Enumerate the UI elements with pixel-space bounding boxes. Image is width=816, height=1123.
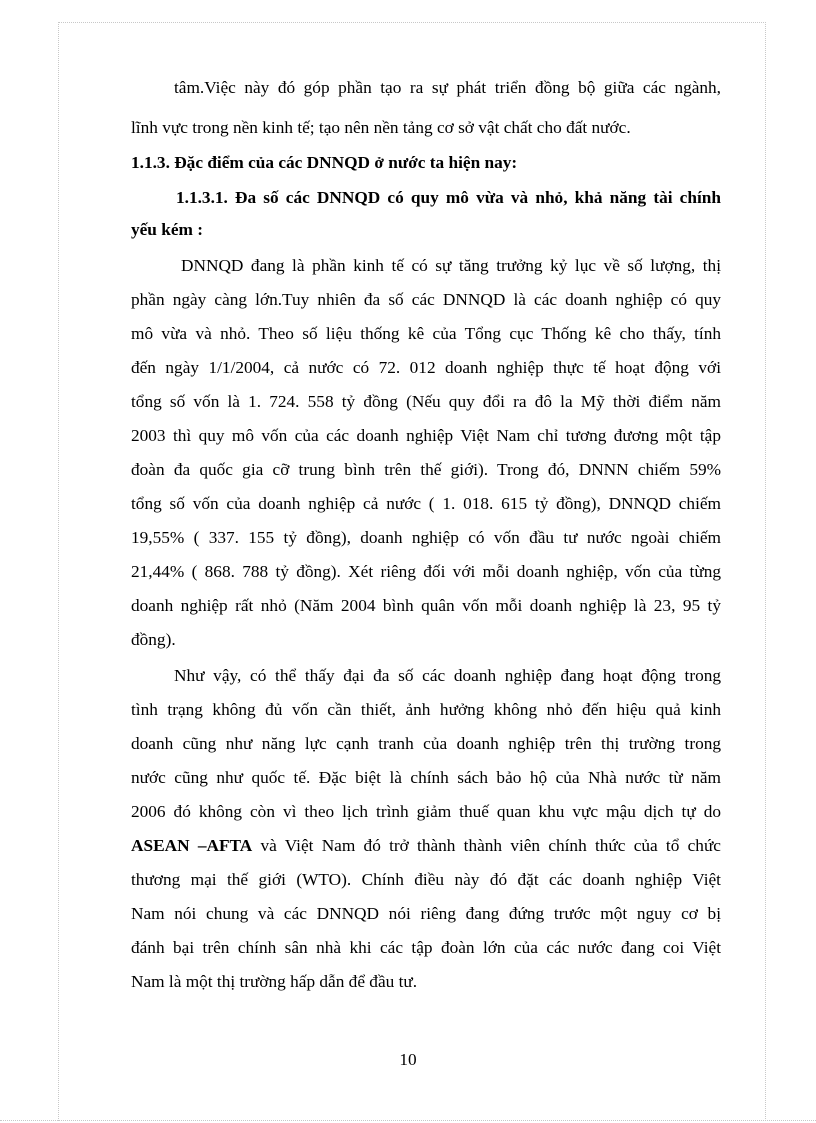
paragraph-2-line: Như vậy, có thể thấy đại đa số các doanh nghiệp đang hoạt động trong [174, 666, 721, 685]
paragraph-1-line: phần ngày càng lớn.Tuy nhiên đa số các DNNQD là các doanh nghiệp có quy [131, 290, 721, 309]
section-heading-1-1-3: 1.1.3. Đặc điểm của các DNNQD ở nước ta hiện nay: [131, 153, 518, 172]
paragraph-2-line: tình trạng không đủ vốn cần thiết, ảnh hưởng không nhỏ đến hiệu quả kinh [131, 700, 721, 719]
paragraph-1-line: doanh nghiệp rất nhỏ (Năm 2004 bình quân vốn mỗi doanh nghiệp là 23, 95 tỷ [131, 596, 721, 615]
paragraph-1-line: 19,55% ( 337. 155 tỷ đồng), doanh nghiệp có vốn đầu tư nước ngoài chiếm [131, 528, 721, 547]
paragraph-2-line: Nam nói chung và các DNNQD nói riêng đang đứng trước một nguy cơ bị [131, 904, 721, 923]
paragraph-1-line: đến ngày 1/1/2004, cả nước có 72. 012 doanh nghiệp thực tế hoạt động với [131, 358, 721, 377]
paragraph-2-line: đánh bại trên chính sân nhà khi các tập đoàn lớn của các nước đang coi Việt [131, 938, 721, 957]
page-number: 10 [399, 1050, 417, 1069]
paragraph-2-asean-line [131, 836, 721, 856]
paragraph-1-line: 2003 thì quy mô vốn của các doanh nghiệp Việt Nam chỉ tương đương một tập [131, 426, 721, 445]
subsection-heading-1-1-3-1-line-2: yếu kém : [131, 220, 203, 239]
intro-line-1: tâm.Việc này đó góp phần tạo ra sự phát triển đồng bộ giữa các ngành, [174, 78, 721, 97]
intro-line-2: lĩnh vực trong nền kinh tế; tạo nên nền tảng cơ sở vật chất cho đất nước. [131, 118, 631, 137]
paragraph-2-line: doanh cũng như năng lực cạnh tranh của doanh nghiệp trên thị trường trong [131, 734, 721, 753]
paragraph-1-line: mô vừa và nhỏ. Theo số liệu thống kê của Tổng cục Thống kê cho thấy, tính [131, 324, 721, 343]
paragraph-2-line: 2006 đó không còn vì theo lịch trình giảm thuế quan khu vực mậu dịch tự do [131, 802, 721, 821]
asean-afta-term: ASEAN –AFTA [131, 836, 253, 855]
page-bottom-rule [0, 1120, 816, 1121]
paragraph-1-line: tổng số vốn của doanh nghiệp cả nước ( 1. 018. 615 tỷ đồng), DNNQD chiếm [131, 494, 721, 513]
paragraph-1-line: tổng số vốn là 1. 724. 558 tỷ đồng (Nếu quy đổi ra đô la Mỹ thời điểm năm [131, 392, 721, 411]
paragraph-2-line: thương mại thế giới (WTO). Chính điều này đó đặt các doanh nghiệp Việt [131, 870, 721, 889]
paragraph-2-line: Nam là một thị trường hấp dẫn để đầu tư. [131, 972, 418, 991]
paragraph-1-line: DNNQD đang là phần kinh tế có sự tăng trưởng kỷ lục về số lượng, thị [181, 256, 721, 275]
paragraph-1-line: đoàn đa quốc gia cỡ trung bình trên thế giới). Trong đó, DNNN chiếm 59% [131, 460, 721, 479]
paragraph-1-line: đồng). [131, 630, 176, 649]
asean-line-rest: và Việt Nam đó trở thành thành viên chính thức của tổ chức [252, 836, 721, 855]
subsection-heading-1-1-3-1-line-1: 1.1.3.1. Đa số các DNNQD có quy mô vừa và nhỏ, khả năng tài chính [176, 188, 721, 207]
paragraph-1-line: 21,44% ( 868. 788 tỷ đồng). Xét riêng đối với mỗi doanh nghiệp, vốn của từng [131, 562, 721, 581]
paragraph-2-line: nước cũng như quốc tế. Đặc biệt là chính sách bảo hộ của Nhà nước từ năm [131, 768, 721, 787]
